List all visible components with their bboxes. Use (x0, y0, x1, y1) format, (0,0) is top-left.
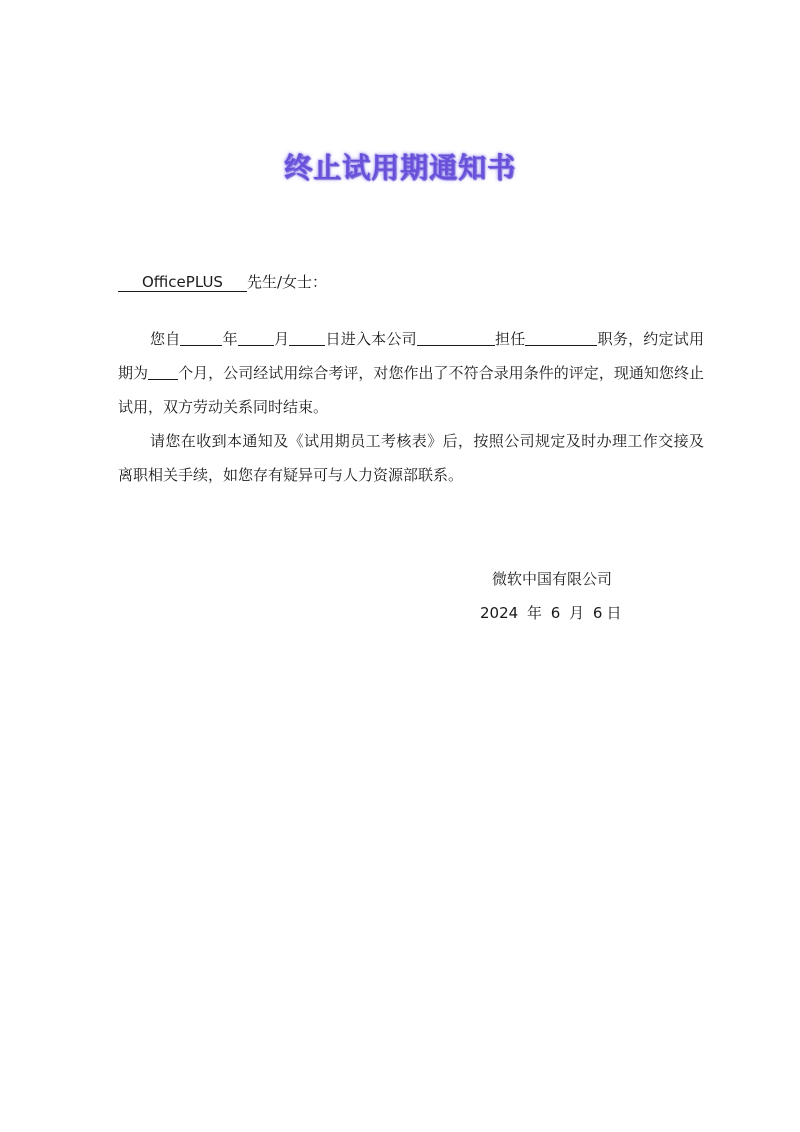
text-year: 年 (222, 330, 238, 348)
text-month: 月 (273, 330, 290, 348)
date-day: 6 (592, 604, 603, 622)
salutation-line (118, 270, 327, 294)
date-month: 6 (550, 604, 561, 622)
paragraph-instructions: 请您在收到本通知及《试用期员工考核表》后，按照公司规定及时办理工作交接及离职相关手续，如您存有疑异可与人力资源部联系。 (118, 432, 704, 484)
signature-block (480, 562, 625, 630)
year-blank[interactable] (180, 329, 222, 346)
probation-months-blank[interactable] (148, 363, 178, 380)
date-month-unit: 月 (569, 604, 585, 622)
date-year: 2024 (480, 604, 519, 622)
company-name: 微软中国有限公司 (492, 570, 613, 588)
position-blank[interactable] (525, 329, 597, 346)
date-day-unit: 日 (606, 604, 622, 622)
salutation-suffix: 先生/女士： (246, 273, 328, 291)
text-joined: 日进入本公司 (325, 330, 417, 348)
text-serve: 担任 (494, 330, 526, 348)
text-position: 职务，约定试用期为 (118, 330, 704, 382)
letter-body (118, 322, 704, 492)
day-blank[interactable] (289, 329, 325, 346)
date-year-unit: 年 (526, 604, 542, 622)
document-title: 终止试用期通知书 (283, 151, 516, 184)
recipient-name-field[interactable]: OfficePLUS (118, 273, 247, 292)
month-blank[interactable] (238, 329, 274, 346)
signature-date (480, 596, 625, 630)
paragraph-notice (118, 322, 704, 424)
department-blank[interactable] (417, 329, 495, 346)
text-evaluation: 个月，公司经试用综合考评，对您作出了不符合录用条件的评定，现通知您终止试用，双方劳动关系同时结束。 (118, 364, 704, 416)
text-since: 您自 (150, 330, 181, 348)
